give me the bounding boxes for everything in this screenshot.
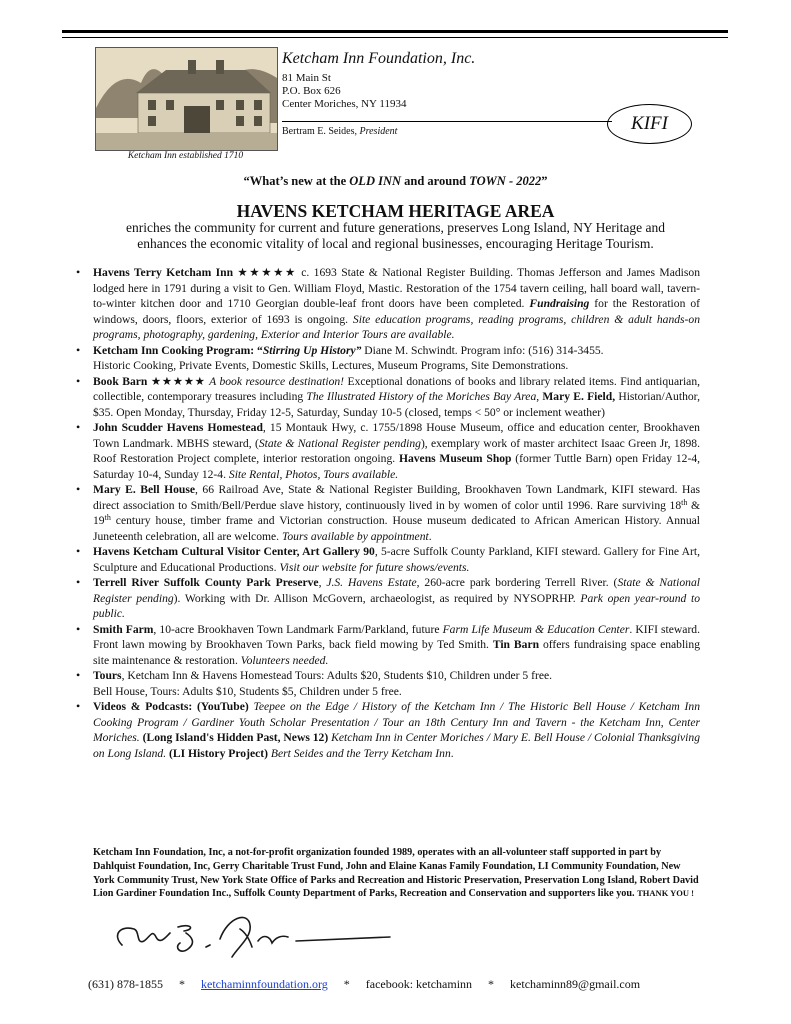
header-divider [282, 121, 612, 122]
phone-number: (631) 878-1855 [88, 977, 163, 991]
website-link[interactable]: ketchaminnfoundation.org [201, 977, 328, 991]
list-item: • Mary E. Bell House, 66 Railroad Ave, State & National Register Building, Brookhaven Town Landmark, KIFI steward. Has direct association to Smith/Bell/Perdue slave history, continuously lived in by women of color until 1996. Rare surviving 18th & 19th century house, timber frame and Victorian construction. House museum dedicated to African American History. Annual Juneteenth celebration, all are welcome. Tours available by appointment. [93, 482, 700, 544]
address-line: P.O. Box 626 [282, 85, 341, 97]
list-item: • Havens Ketcham Cultural Visitor Center, Art Gallery 90, 5-acre Suffolk County Parkland, KIFI steward. Gallery for Fine Art, Sculpture and Educational Productions. Visit our website for future shows/events. [93, 544, 700, 575]
inn-photo [95, 47, 278, 151]
list-item: • Videos & Podcasts: (YouTube) Teepee on the Edge / History of the Ketcham Inn / The Historic Bell House / Ketcham Inn Cooking Program / Gardiner Youth Scholar Presentation / Tour an 18th Century Inn and Tavern - the Ketcham Inn, Center Moriches. (Long Island's Hidden Past, News 12) Ketcham Inn in Center Moriches / Mary E. Bell House / Colonial Thanksgiving on Long Island. (LI History Project) Bert Seides and the Terry Ketcham Inn. [93, 699, 700, 761]
thank-you: THANK YOU ! [637, 888, 694, 899]
headline: “What’s new at the OLD INN and around TOWN - 2022” [243, 174, 548, 188]
list-item: • Havens Terry Ketcham Inn ★★★★★ c. 1693 State & National Register Building. Thomas Jefferson and James Madison lodged here in 1791 during a visit to Gen. William Floyd, Mastic. Restoration of the 1754 tavern ceiling, hall board wall, tavern-to-winter kitchen door and 1710 Georgian double-leaf front doors have been completed. Fundraising for the Restoration of windows, doors, floors, exterior of 1693 is ongoing. Site education programs, reading programs, children & adult hands-on programs, photography, gardening, Exterior and Interior Tours are available. [93, 265, 700, 343]
top-rule-thick [62, 30, 728, 33]
list-item: • John Scudder Havens Homestead, 15 Montauk Hwy, c. 1755/1898 House Museum, office and education center, Brookhaven Town Landmark. MBHS steward, (State & National Register pending), exemplary work of master architect Isaac Green Jr, 1898. Roof Restoration Project complete, interior restoration ongoing. Havens Museum Shop (former Tuttle Barn) open Friday 12-4, Saturday 10-4, Sunday 12-4. Site Rental, Photos, Tours available. [93, 420, 700, 482]
contact-bar [88, 977, 708, 992]
separator: * [343, 977, 350, 991]
list-item: • Tours, Ketcham Inn & Havens Homestead Tours: Adults $20, Students $10, Children under 5 free. Bell House, Tours: Adults $10, Students $5, Children under 5 free. [93, 668, 700, 699]
president-name: Bertram E. Seides, [282, 126, 360, 137]
address-line: Center Moriches, NY 11934 [282, 98, 407, 110]
address-line: 81 Main St [282, 72, 331, 84]
kifi-logo: KIFI [607, 104, 692, 144]
email-address[interactable]: ketchaminn89@gmail.com [510, 977, 641, 991]
list-item: • Smith Farm, 10-acre Brookhaven Town Landmark Farm/Parkland, future Farm Life Museum & Education Center. KIFI steward. Front lawn mowing by Brookhaven Town Parks, back field mowing by Ted Smith. Tin Barn offers fundraising space enabling site maintenance & restoration. Volunteers needed. [93, 622, 700, 669]
separator: * [488, 977, 495, 991]
list-item: • Book Barn ★★★★★ A book resource destination! Exceptional donations of books and library related items. Find antiquarian, collectible, contemporary treasures including The Illustrated History of the Moriches Bay Area, Mary E. Field, Historian/Author, $35. Open Monday, Thursday, Friday 12-5, Saturday, Sunday 10-5 (closed, temps < 50° or inclement weather) [93, 374, 700, 421]
inn-photo-drawing [96, 48, 277, 150]
photo-caption: Ketcham Inn established 1710 [127, 151, 244, 161]
sponsors-note: Ketcham Inn Foundation, Inc, a not-for-profit organization founded 1989, operates with an all-volunteer staff supported in part by Dahlquist Foundation, Inc, Gerry Charitable Trust Fund, John and Elaine Kanas Family Foundation, LI Community Foundation, New York Community Trust, New York State Office of Parks and Recreation and Historic Preservation, Preservation Long Island, Robert David Lion Gardiner Foundation Inc., Suffolk County Department of Parks, Recreation and Conservation and supporters like you. THANK YOU ! [93, 847, 699, 900]
president-line [282, 126, 397, 137]
top-rule-thin [62, 37, 728, 38]
page-title: HAVENS KETCHAM HERITAGE AREA [236, 201, 555, 221]
list-item: • Ketcham Inn Cooking Program: “Stirring Up History” Diane M. Schwindt. Program info: (516) 314-3455. Historic Cooking, Private Events, Domestic Skills, Lectures, Museum Programs, Site Demonstrations. [93, 343, 700, 374]
signature-image [100, 907, 400, 962]
facebook-handle: facebook: ketchaminn [365, 977, 473, 991]
page-subtitle: enriches the community for current and future generations, preserves Long Island, NY Heritage and enhances the economic vitality of local and regional businesses, encouraging Heritage Tourism. [126, 220, 665, 251]
president-title: President [359, 126, 398, 137]
sites-list [93, 265, 700, 761]
separator: * [179, 977, 185, 991]
org-name: Ketcham Inn Foundation, Inc. [282, 50, 476, 67]
list-item: • Terrell River Suffolk County Park Preserve, J.S. Havens Estate, 260-acre park bordering Terrell River. (State & National Register pending). Working with Dr. Allison McGovern, archaeologist, as required by NYSOPRHP. Park open year-round to public. [93, 575, 700, 622]
